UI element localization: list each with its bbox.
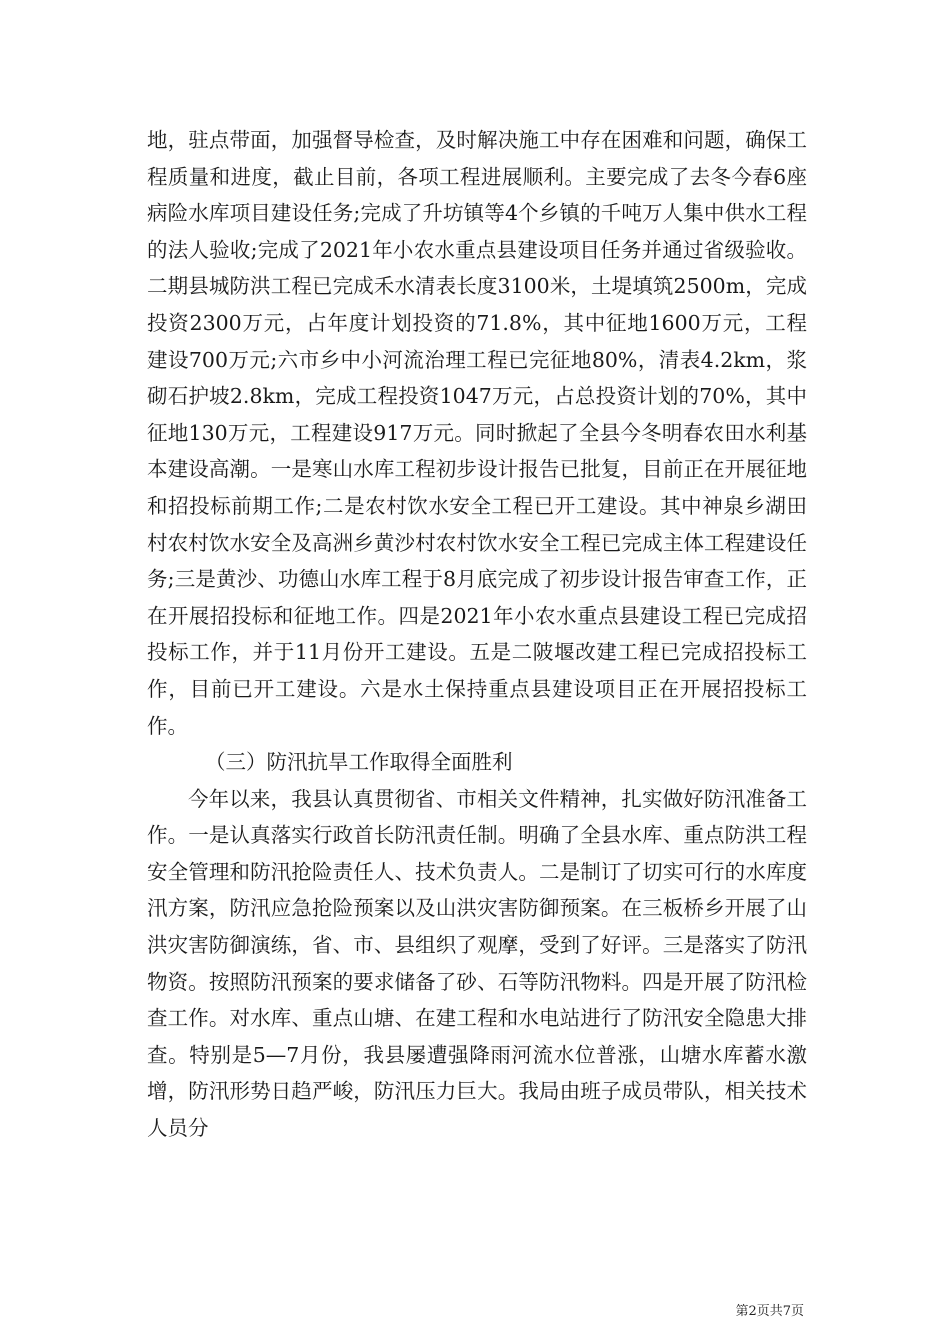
body-paragraph-2: 今年以来，我县认真贯彻省、市相关文件精神，扎实做好防汛准备工作。一是认真落实行政首长防汛责任制。明确了全县水库、重点防洪工程安全管理和防汛抢险责任人、技术负责人。二是制订了切实可行的水库度汛方案，防汛应急抢险预案以及山洪灾害防御预案。在三板桥乡开展了山洪灾害防御演练，省、市、县组织了观摩，受到了好评。三是落实了防汛物资。按照防汛预案的要求储备了砂、石等防汛物料。四是开展了防汛检查工作。对水库、重点山塘、在建工程和水电站进行了防汛安全隐患大排查。特别是5—7月份，我县屡遭强降雨河流水位普涨，山塘水库蓄水激增，防汛形势日趋严峻，防汛压力巨大。我局由班子成员带队，相关技术人员分: [147, 786, 807, 1141]
document-body: [147, 122, 807, 1147]
section-heading: （三）防汛抗旱工作取得全面胜利: [205, 750, 513, 775]
body-paragraph: 地，驻点带面，加强督导检查，及时解决施工中存在困难和问题，确保工程质量和进度，截止目前，各项工程进展顺利。主要完成了去冬今春6座病险水库项目建设任务;完成了升坊镇等4个乡镇的千吨万人集中供水工程的法人验收;完成了2021年小农水重点县建设项目任务并通过省级验收。二期县城防洪工程已完成禾水清表长度3100米，土堤填筑2500m，完成投资2300万元，占年度计划投资的71.8%，其中征地1600万元，工程建设700万元;六市乡中小河流治理工程已完征地80%，清表4.2km，浆砌石护坡2.8km，完成工程投资1047万元，占总投资计划的70%，其中征地130万元，工程建设917万元。同时掀起了全县今冬明春农田水利基本建设高潮。一是寒山水库工程初步设计报告已批复，目前正在开展征地和招投标前期工作;二是农村饮水安全工程已开工建设。其中神泉乡湖田村农村饮水安全及高洲乡黄沙村农村饮水安全工程已完成主体工程建设任务;三是黄沙、功德山水库工程于8月底完成了初步设计报告审查工作，正在开展招投标和征地工作。四是2021年小农水重点县建设工程已完成招投标工作，并于11月份开工建设。五是二陂堰改建工程已完成招投标工作，目前已开工建设。六是水土保持重点县建设项目正在开展招投标工作。: [147, 128, 807, 738]
page-number-footer: 第2页共7页: [735, 1304, 804, 1319]
